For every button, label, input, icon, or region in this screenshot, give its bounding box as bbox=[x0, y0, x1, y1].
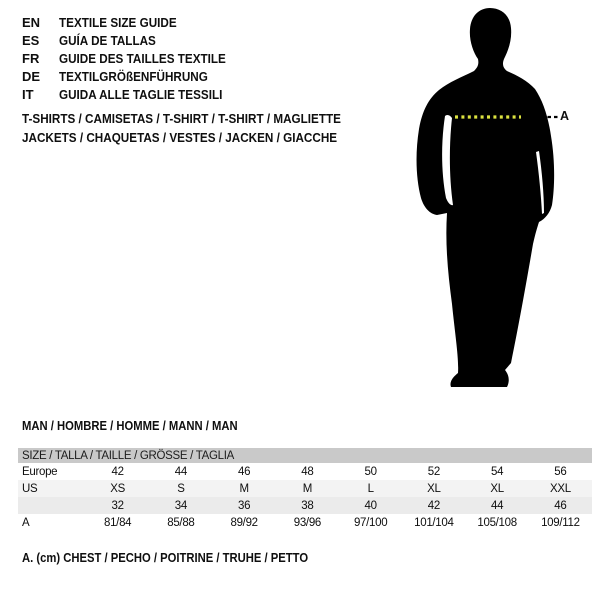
lang-title: TEXTILGRÖßENFÜHRUNG bbox=[59, 68, 208, 84]
size-value: 40 bbox=[364, 499, 377, 512]
size-value: S bbox=[177, 482, 185, 495]
lang-title: GUÍA DE TALLAS bbox=[59, 32, 156, 48]
size-value: XL bbox=[490, 482, 504, 495]
size-value: 42 bbox=[427, 499, 440, 512]
section-title-man: MAN / HOMBRE / HOMME / MANN / MAN bbox=[22, 419, 238, 433]
size-value: 105/108 bbox=[477, 516, 517, 529]
lang-row-de bbox=[22, 67, 244, 85]
size-table bbox=[18, 448, 592, 531]
size-value: L bbox=[367, 482, 374, 495]
lang-title: GUIDE DES TAILLES TEXTILE bbox=[59, 50, 226, 66]
lang-title: TEXTILE SIZE GUIDE bbox=[59, 14, 177, 30]
table-row-us bbox=[18, 480, 592, 497]
size-value: 36 bbox=[238, 499, 251, 512]
garment-type-lines bbox=[22, 111, 376, 149]
lang-row-en bbox=[22, 13, 244, 31]
lang-code: EN bbox=[22, 14, 41, 30]
size-value: 101/104 bbox=[414, 516, 454, 529]
measurement-footnote: A. (cm) CHEST / PECHO / POITRINE / TRUHE / PETTO bbox=[22, 551, 309, 565]
size-value: 97/100 bbox=[353, 516, 388, 529]
size-value: 46 bbox=[554, 499, 567, 512]
garment-line-jackets: JACKETS / CHAQUETAS / VESTES / JACKEN / GIACCHE bbox=[22, 130, 338, 145]
size-value: 48 bbox=[301, 465, 314, 478]
row-label: A bbox=[22, 516, 30, 529]
lang-row-es bbox=[22, 31, 244, 49]
size-value: 38 bbox=[301, 499, 314, 512]
table-header-label: SIZE / TALLA / TAILLE / GRÖSSE / TAGLIA bbox=[22, 449, 235, 462]
table-row-numeric bbox=[18, 497, 592, 514]
size-value: 93/96 bbox=[293, 516, 322, 529]
table-header bbox=[18, 448, 592, 463]
row-label: US bbox=[22, 482, 38, 495]
table-row-europe bbox=[18, 463, 592, 480]
size-value: M bbox=[239, 482, 249, 495]
lang-title: GUIDA ALLE TAGLIE TESSILI bbox=[59, 86, 223, 102]
size-value: 42 bbox=[111, 465, 124, 478]
row-label: Europe bbox=[22, 465, 58, 478]
size-value: XS bbox=[110, 482, 125, 495]
lang-code: IT bbox=[22, 86, 34, 102]
lang-row-it bbox=[22, 85, 244, 103]
size-value: 85/88 bbox=[167, 516, 195, 529]
size-value: 50 bbox=[364, 465, 377, 478]
measure-label-a: A bbox=[560, 109, 570, 123]
lang-code: FR bbox=[22, 50, 40, 66]
size-value: 89/92 bbox=[230, 516, 258, 529]
size-value: 52 bbox=[427, 465, 440, 478]
lang-code: DE bbox=[22, 68, 41, 84]
size-value: XL bbox=[427, 482, 441, 495]
size-value: XXL bbox=[549, 482, 571, 495]
language-title-list bbox=[22, 13, 244, 103]
lang-row-fr bbox=[22, 49, 244, 67]
man-silhouette bbox=[408, 2, 578, 394]
size-value: 44 bbox=[491, 499, 504, 512]
size-value: M bbox=[302, 482, 313, 495]
lang-code: ES bbox=[22, 32, 40, 48]
size-value: 34 bbox=[174, 499, 187, 512]
size-value: 54 bbox=[491, 465, 504, 478]
size-value: 109/112 bbox=[541, 516, 580, 529]
man-silhouette-figure bbox=[408, 2, 578, 394]
table-row-chest-cm bbox=[18, 514, 592, 531]
garment-line-tshirts: T-SHIRTS / CAMISETAS / T-SHIRT / T-SHIRT / MAGLIETTE bbox=[22, 111, 341, 126]
size-value: 56 bbox=[554, 465, 567, 478]
size-value: 81/84 bbox=[103, 516, 132, 529]
size-value: 46 bbox=[238, 465, 251, 478]
size-value: 32 bbox=[111, 499, 124, 512]
size-value: 44 bbox=[174, 465, 187, 478]
